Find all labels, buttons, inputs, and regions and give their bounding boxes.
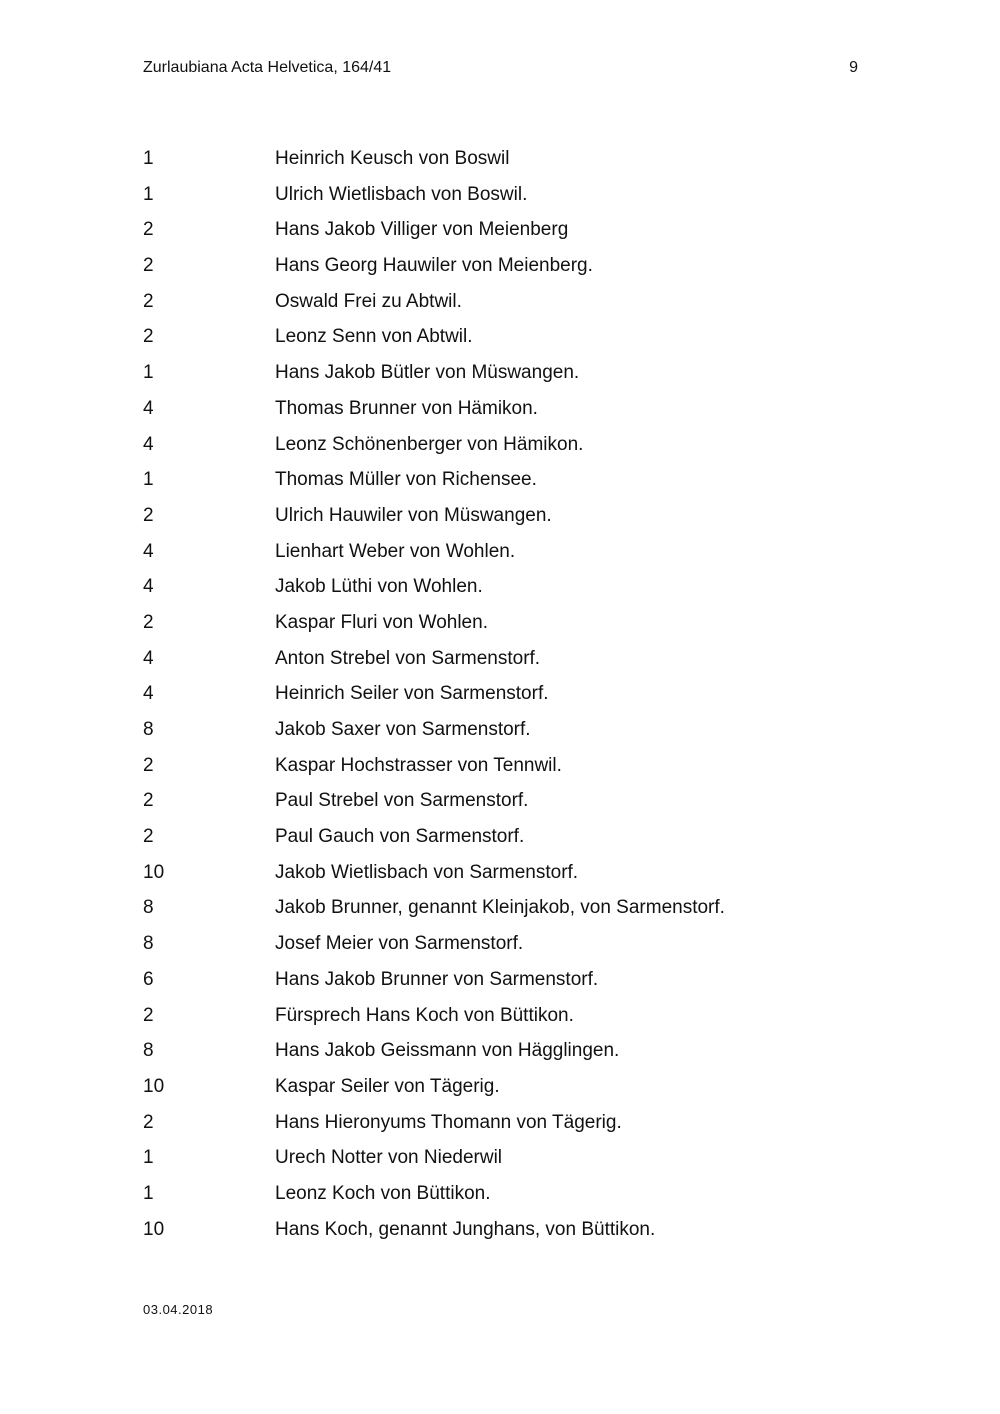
entry-name: Jakob Saxer von Sarmenstorf. — [275, 719, 531, 740]
list-item — [143, 395, 863, 431]
entry-count: 10 — [143, 1075, 165, 1097]
entry-name: Heinrich Keusch von Boswil — [275, 148, 510, 169]
list-item — [143, 323, 863, 359]
list-item — [143, 680, 863, 716]
entry-name: Hans Jakob Villiger von Meienberg — [275, 219, 569, 241]
entry-name: Ulrich Hauwiler von Müswangen. — [275, 504, 552, 526]
entry-count: 2 — [143, 504, 154, 526]
entry-count: 2 — [143, 1111, 154, 1133]
entry-name: Hans Jakob Brunner von Sarmenstorf. — [275, 968, 599, 990]
list-item — [143, 466, 863, 502]
entry-name: Kaspar Fluri von Wohlen. — [275, 611, 488, 633]
entry-name: Hans Georg Hauwiler von Meienberg. — [275, 255, 593, 277]
entry-name: Oswald Frei zu Abtwil. — [275, 290, 462, 312]
entry-count: 1 — [143, 362, 154, 384]
entry-name: Hans Jakob Bütler von Müswangen. — [275, 362, 580, 384]
entry-name: Jakob Lüthi von Wohlen. — [275, 576, 483, 598]
entry-name: Jakob Brunner, genannt Kleinjakob, von Sarmenstorf. — [275, 897, 725, 919]
entry-count: 1 — [143, 1147, 154, 1169]
list-item — [143, 216, 863, 252]
list-item — [143, 787, 863, 823]
entry-count: 2 — [143, 326, 154, 348]
entry-name: Paul Gauch von Sarmenstorf. — [275, 826, 525, 848]
entry-name: Josef Meier von Sarmenstorf. — [275, 933, 524, 955]
list-item — [143, 752, 863, 788]
list-item — [143, 823, 863, 859]
entry-count: 10 — [143, 861, 165, 883]
entry-name: Jakob Wietlisbach von Sarmenstorf. — [275, 861, 579, 883]
entry-name: Anton Strebel von Sarmenstorf. — [275, 647, 541, 669]
entry-name: Leonz Schönenberger von Hämikon. — [275, 433, 584, 455]
entry-count: 8 — [143, 1040, 154, 1062]
entry-count: 1 — [143, 1182, 154, 1204]
entry-count: 2 — [143, 826, 154, 848]
list-item — [143, 1002, 863, 1038]
list-item — [143, 1037, 863, 1073]
entry-count: 4 — [143, 433, 154, 455]
list-item — [143, 1144, 863, 1180]
list-item — [143, 609, 863, 645]
entry-count: 1 — [143, 183, 154, 205]
entry-count: 8 — [143, 897, 154, 919]
entry-name: Ulrich Wietlisbach von Boswil. — [275, 183, 528, 205]
list-item — [143, 252, 863, 288]
entry-name: Heinrich Seiler von Sarmenstorf. — [275, 683, 549, 705]
entry-count: 2 — [143, 1004, 154, 1026]
list-item — [143, 1180, 863, 1216]
page-number: 9 — [849, 59, 858, 76]
entry-name: Lienhart Weber von Wohlen. — [275, 540, 516, 562]
entry-count: 6 — [143, 968, 154, 990]
entry-name: Thomas Müller von Richensee. — [275, 469, 537, 491]
entry-count: 8 — [143, 933, 154, 955]
entry-count: 4 — [143, 683, 154, 705]
list-item — [143, 1216, 863, 1252]
entry-count: 1 — [143, 469, 154, 491]
list-item — [143, 716, 863, 752]
list-item — [143, 645, 863, 681]
list-item — [143, 181, 863, 217]
entry-count: 4 — [143, 540, 154, 562]
list-item — [143, 930, 863, 966]
entry-count: 2 — [143, 611, 154, 633]
entry-name: Hans Jakob Geissmann von Hägglingen. — [275, 1040, 620, 1062]
entry-list — [143, 145, 863, 1251]
list-item — [143, 894, 863, 930]
entry-count: 2 — [143, 790, 154, 812]
entry-count: 4 — [143, 647, 154, 669]
list-item — [143, 288, 863, 324]
list-item — [143, 966, 863, 1002]
entry-count: 8 — [143, 719, 154, 740]
list-item — [143, 1073, 863, 1109]
list-item — [143, 145, 863, 181]
list-item — [143, 502, 863, 538]
footer-date: 03.04.2018 — [143, 1302, 214, 1317]
entry-name: Paul Strebel von Sarmenstorf. — [275, 790, 529, 812]
document-title: Zurlaubiana Acta Helvetica, 164/41 — [143, 59, 392, 76]
list-item — [143, 859, 863, 895]
list-item — [143, 538, 863, 574]
entry-name: Urech Notter von Niederwil — [275, 1147, 503, 1169]
entry-name: Fürsprech Hans Koch von Büttikon. — [275, 1004, 574, 1026]
list-item — [143, 431, 863, 467]
entry-count: 2 — [143, 255, 154, 277]
entry-name: Hans Hieronyums Thomann von Tägerig. — [275, 1111, 622, 1133]
list-item — [143, 1109, 863, 1145]
entry-count: 2 — [143, 219, 154, 241]
list-item — [143, 359, 863, 395]
entry-count: 10 — [143, 1218, 165, 1240]
entry-name: Leonz Senn von Abtwil. — [275, 326, 473, 348]
entry-name: Hans Koch, genannt Junghans, von Büttikon. — [275, 1218, 656, 1240]
entry-count: 2 — [143, 754, 154, 776]
entry-count: 2 — [143, 290, 154, 312]
entry-name: Thomas Brunner von Hämikon. — [275, 397, 538, 419]
list-item — [143, 573, 863, 609]
entry-count: 4 — [143, 576, 154, 598]
entry-count: 4 — [143, 397, 154, 419]
entry-count: 1 — [143, 148, 154, 169]
entry-name: Kaspar Seiler von Tägerig. — [275, 1075, 500, 1097]
entry-name: Leonz Koch von Büttikon. — [275, 1182, 491, 1204]
entry-name: Kaspar Hochstrasser von Tennwil. — [275, 754, 562, 776]
